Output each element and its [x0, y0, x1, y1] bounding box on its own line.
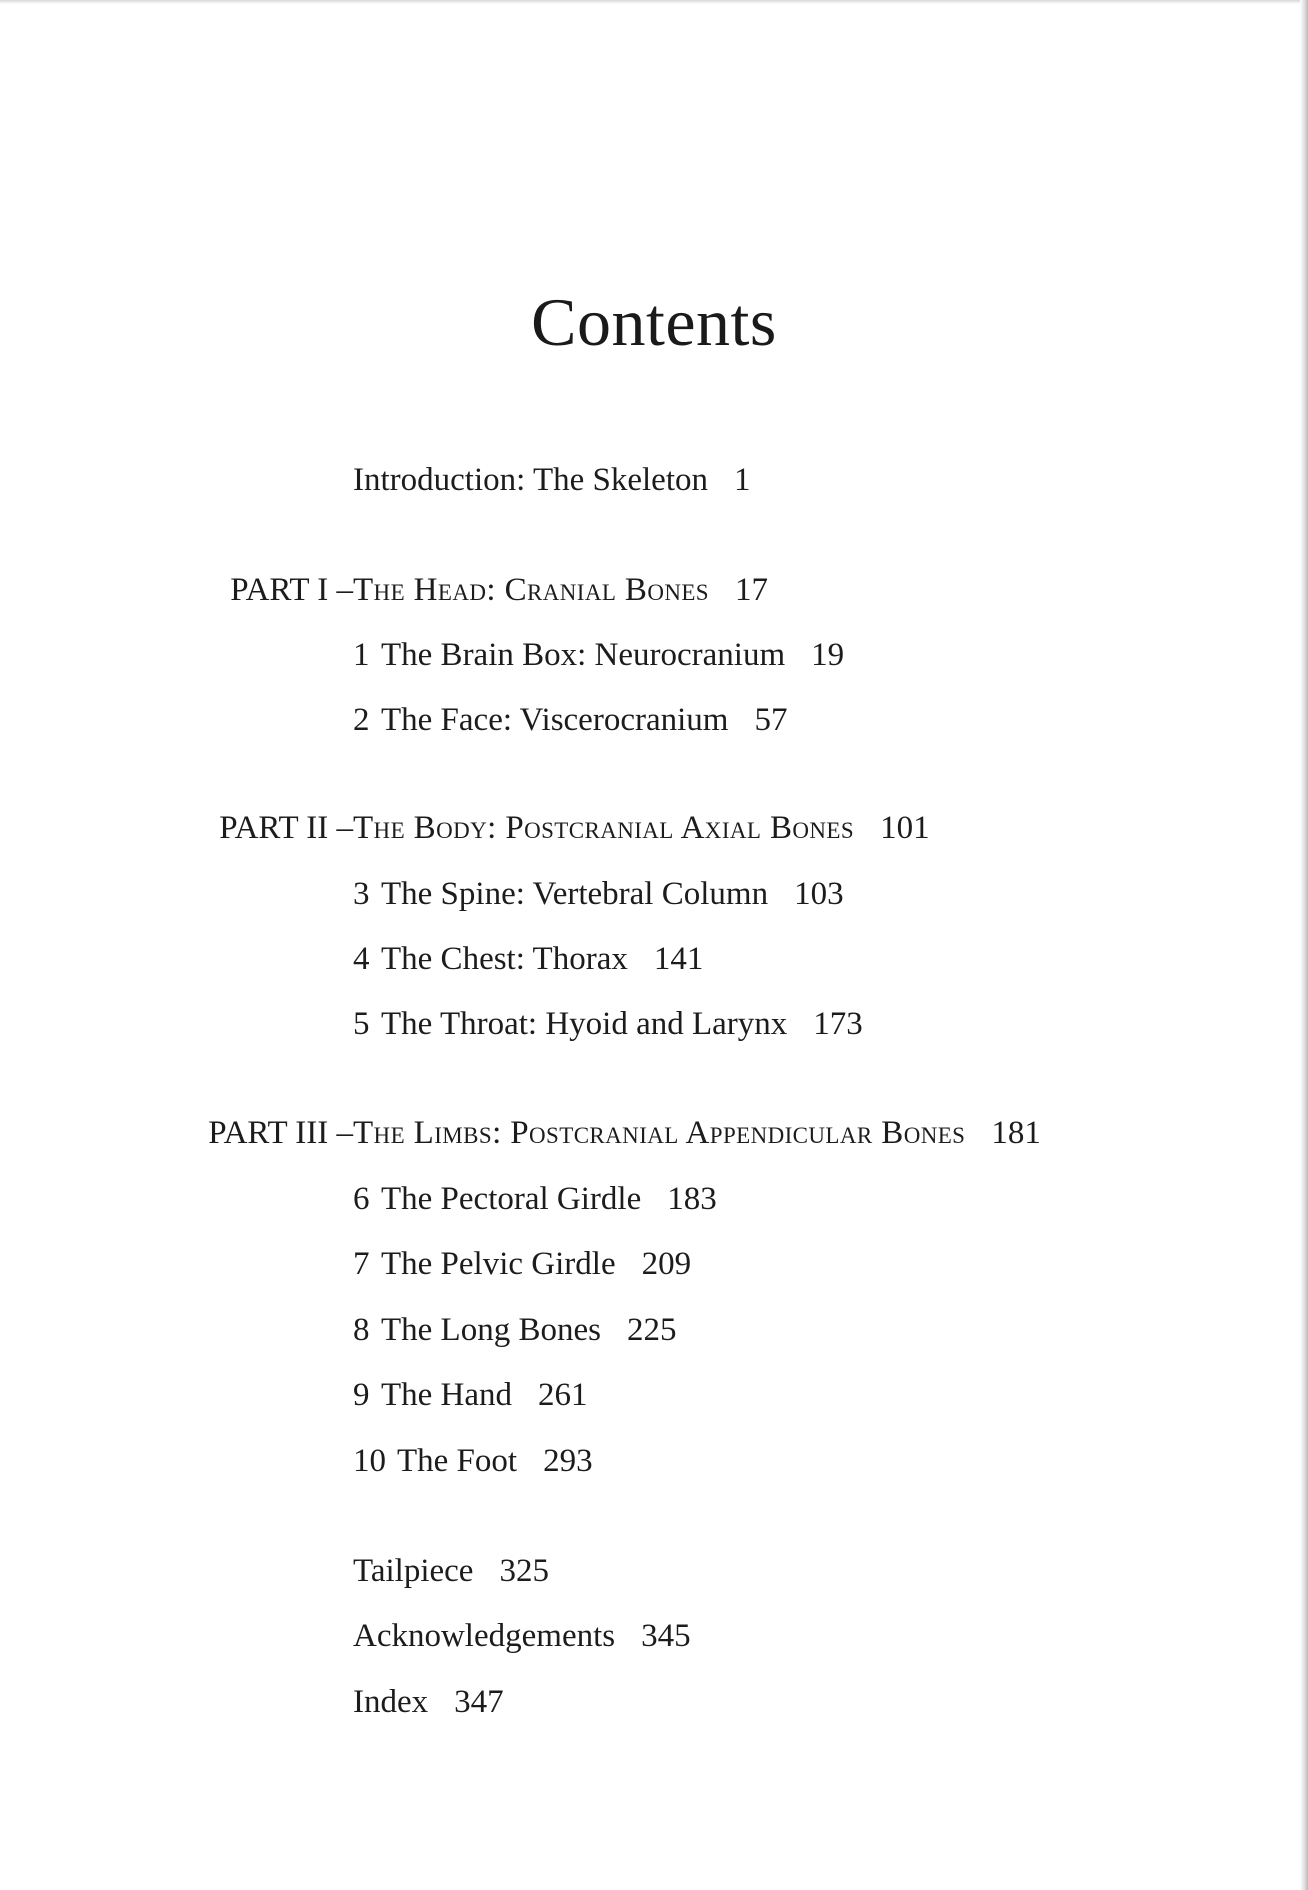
toc-chapter-7[interactable]	[353, 1248, 691, 1281]
chapter-title: The Pelvic Girdle	[381, 1246, 616, 1282]
chapter-page-number: 103	[794, 876, 844, 912]
toc-part-3[interactable]	[353, 1117, 1041, 1150]
chapter-title: The Long Bones	[381, 1312, 601, 1348]
chapter-page-number: 293	[543, 1443, 593, 1479]
chapter-number: 7	[353, 1246, 370, 1282]
entry-page-number: 1	[734, 462, 751, 498]
entry-title: Index	[353, 1684, 429, 1720]
toc-part-2[interactable]	[353, 812, 930, 845]
chapter-number: 8	[353, 1312, 370, 1348]
chapter-page-number: 19	[811, 637, 845, 673]
chapter-number: 1	[353, 637, 370, 673]
entry-page-number: 345	[641, 1618, 691, 1654]
toc-chapter-3[interactable]	[353, 878, 844, 911]
chapter-number: 6	[353, 1181, 370, 1217]
part-title: The Head: Cranial Bones	[353, 572, 709, 608]
toc-chapter-5[interactable]	[353, 1008, 863, 1041]
toc-chapter-2[interactable]	[353, 704, 787, 737]
part-label-2: PART II –	[219, 810, 353, 846]
entry-page-number: 347	[454, 1684, 504, 1720]
page-top-shadow	[0, 0, 1308, 4]
toc-chapter-1[interactable]	[353, 639, 844, 672]
chapter-page-number: 209	[641, 1246, 692, 1282]
part-title: The Limbs: Postcranial Appendicular Bones	[353, 1115, 966, 1151]
toc-chapter-10[interactable]	[353, 1445, 593, 1478]
chapter-number: 10	[353, 1443, 386, 1479]
chapter-title: The Throat: Hyoid and Larynx	[381, 1006, 788, 1042]
part-label-3: PART III –	[208, 1115, 353, 1151]
chapter-title: The Brain Box: Neurocranium	[381, 637, 786, 673]
chapter-title: The Pectoral Girdle	[381, 1181, 642, 1217]
chapter-page-number: 141	[653, 941, 704, 977]
toc-part-1[interactable]	[353, 574, 768, 607]
toc-chapter-9[interactable]	[353, 1379, 588, 1412]
page-edge-shadow	[1300, 0, 1308, 1890]
toc-chapter-4[interactable]	[353, 943, 703, 976]
chapter-title: The Hand	[381, 1377, 513, 1413]
chapter-title: The Face: Viscerocranium	[381, 702, 729, 738]
page-title: Contents	[531, 284, 777, 360]
chapter-number: 5	[353, 1006, 370, 1042]
toc-entry-tailpiece[interactable]	[353, 1555, 549, 1588]
toc-chapter-6[interactable]	[353, 1183, 717, 1216]
part-page-number: 17	[735, 572, 768, 608]
chapter-page-number: 57	[754, 702, 788, 738]
part-label-1: PART I –	[230, 572, 353, 608]
toc-chapter-8[interactable]	[353, 1314, 676, 1347]
chapter-page-number: 183	[667, 1181, 717, 1217]
chapter-page-number: 173	[813, 1006, 863, 1042]
entry-page-number: 325	[499, 1553, 549, 1589]
toc-entry-introduction[interactable]	[353, 464, 751, 497]
part-page-number: 181	[991, 1115, 1041, 1151]
entry-title: Acknowledgements	[353, 1618, 616, 1654]
chapter-title: The Spine: Vertebral Column	[381, 876, 769, 912]
part-title: The Body: Postcranial Axial Bones	[353, 810, 855, 846]
chapter-number: 4	[353, 941, 370, 977]
toc-entry-acknowledgements[interactable]	[353, 1620, 691, 1653]
chapter-title: The Foot	[397, 1443, 518, 1479]
chapter-page-number: 225	[626, 1312, 677, 1348]
chapter-page-number: 261	[538, 1377, 588, 1413]
part-page-number: 101	[880, 810, 930, 846]
entry-title: Introduction: The Skeleton	[353, 462, 708, 498]
toc-entry-index[interactable]	[353, 1686, 504, 1719]
chapter-number: 3	[353, 876, 370, 912]
chapter-number: 2	[353, 702, 370, 738]
chapter-title: The Chest: Thorax	[381, 941, 628, 977]
chapter-number: 9	[353, 1377, 370, 1413]
entry-title: Tailpiece	[353, 1553, 474, 1589]
